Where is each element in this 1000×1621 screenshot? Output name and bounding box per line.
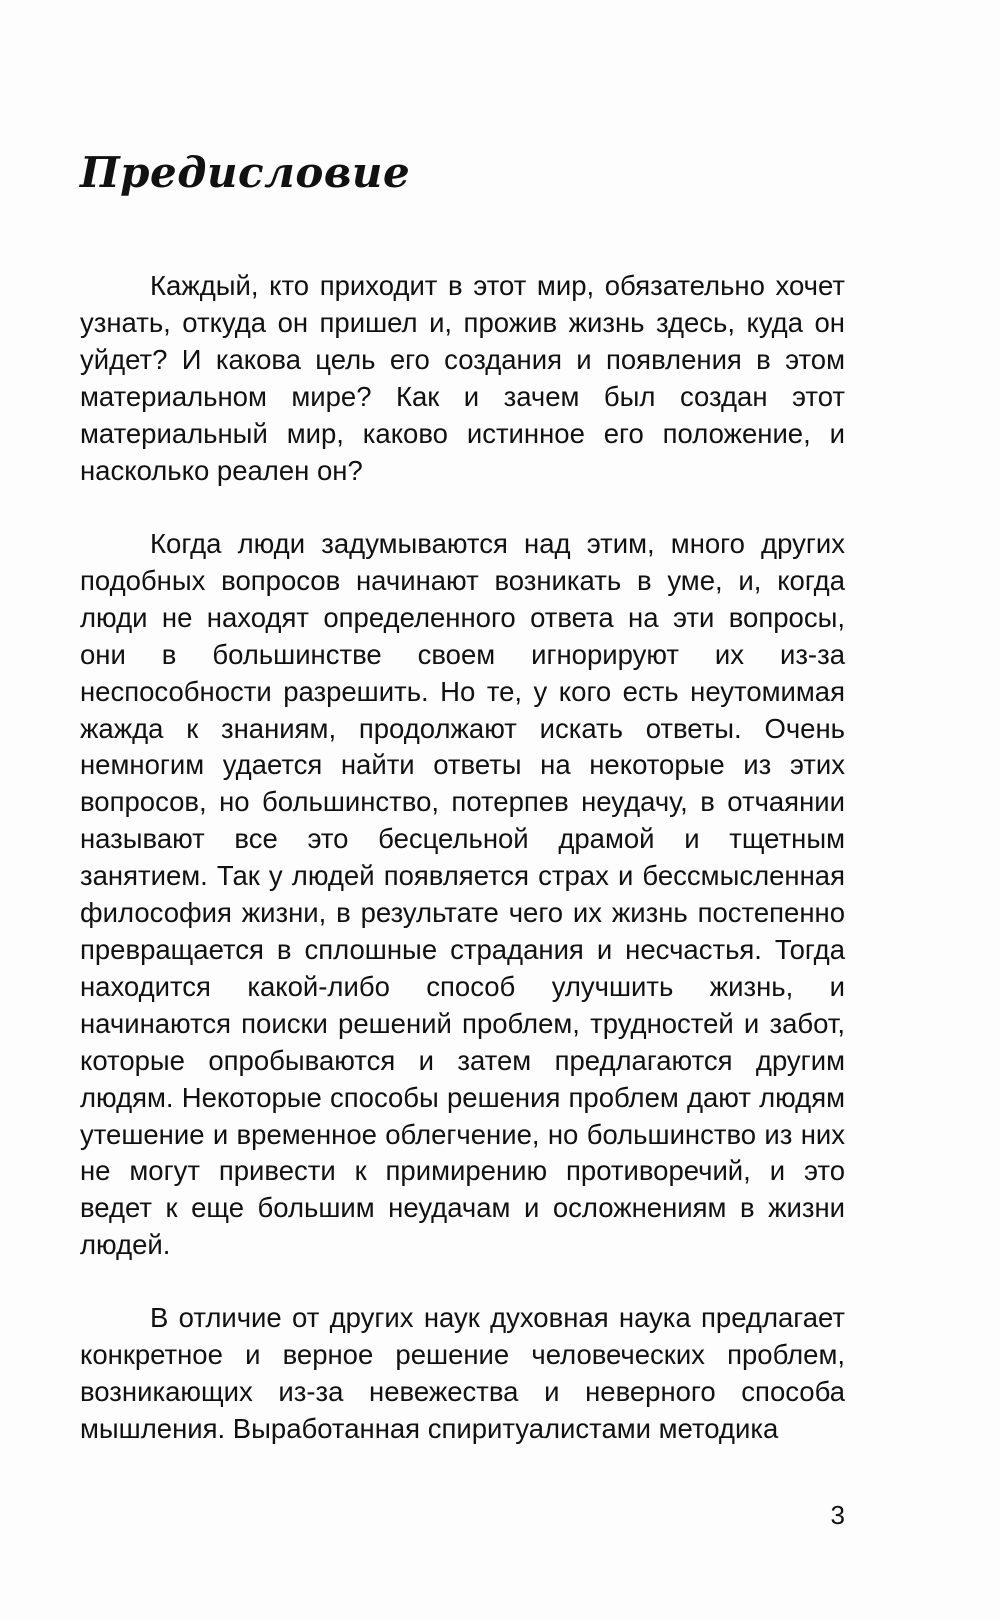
chapter-title: Предисловие — [80, 148, 411, 197]
paragraph-1: Каждый, кто приходит в этот мир, обязательно хочет узнать, откуда он пришел и, прожив жизнь здесь, куда он уйдет? И какова цель его создания и появления в этом материальном мире? Как и зачем был создан этот материальный мир, каково истинное его положение, и насколько реален он? — [80, 270, 845, 486]
paragraph-3: В отличие от других наук духовная наука предлагает конкретное и верное решение человеческих проблем, возникающих из-за невежества и неверного способа мышления. Выработанная спиритуалистами методика — [80, 1302, 845, 1444]
paragraph-2: Когда люди задумываются над этим, много других подобных вопросов начинают возникать в уме, и, когда люди не находят определенного ответа на эти вопросы, они в большинстве своем игнорируют их из-за неспособности разрешить. Но те, у кого есть неутомимая жажда к знаниям, продолжают искать ответы. Очень немногим удается найти ответы на некоторые из этих вопросов, но большинство, потерпев неудачу, в отчаянии называют все это бесцельной драмой и тщетным занятием. Так у людей появляется страх и бессмысленная философия жизни, в результате чего их жизнь постепенно превращается в сплошные страдания и несчастья. Тогда находится какой-либо способ улучшить жизнь, и начинаются поиски решений проблем, трудностей и забот, которые опробываются и затем предлагаются другим людям. Некоторые способы решения проблем дают людям утешение и временное облегчение, но большинство из них не могут привести к примирению противоречий, и это ведет к еще большим неудачам и осложнениям в жизни людей. — [80, 528, 845, 1261]
page-number: 3 — [830, 1500, 845, 1530]
